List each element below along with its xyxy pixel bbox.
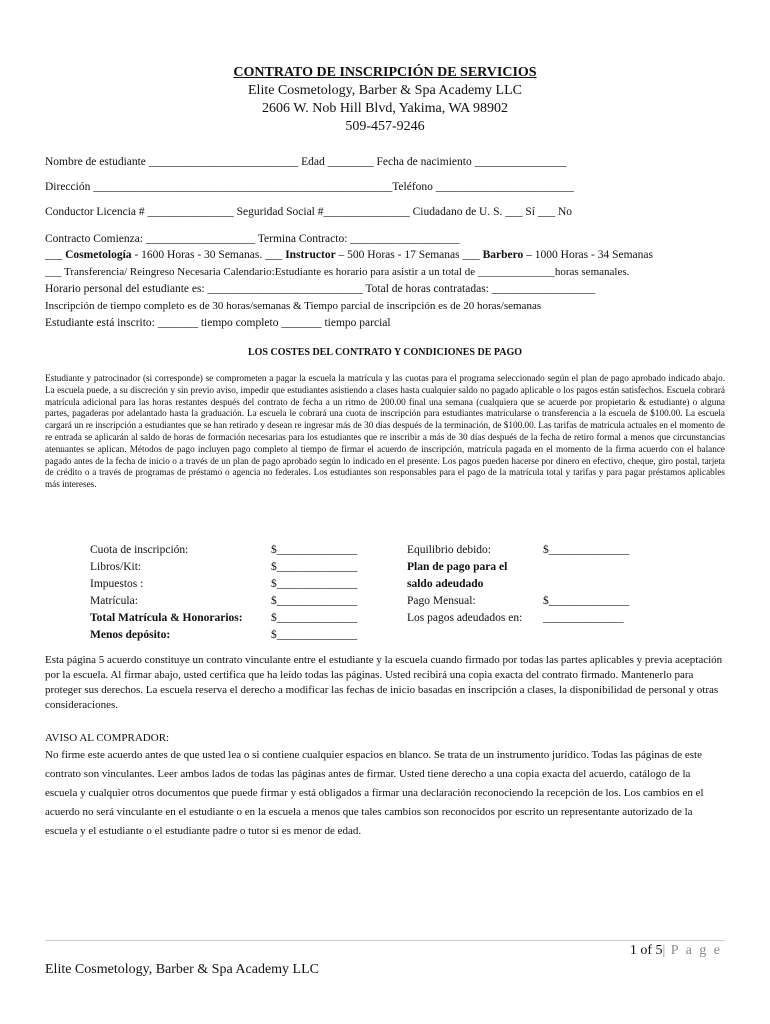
costs-title: LOS COSTES DEL CONTRATO Y CONDICIONES DE PAGO xyxy=(247,347,523,358)
enrollment-info-line: Inscripción de tiempo completo es de 30 horas/semanas & Tiempo parcial de inscripción es de 20 horas/semanas xyxy=(45,300,542,312)
owed-label: Los pagos adeudados en: xyxy=(407,612,523,624)
program-cosmo-label: Cosmetología xyxy=(65,249,132,261)
fee-blank[interactable]: $______________ xyxy=(271,561,358,573)
license-line[interactable]: Conductor Licencia # _______________ Seguridad Social #_______________ Ciudadano de U. S. ___ Sí ___ No xyxy=(45,206,573,218)
fee-blank[interactable]: $______________ xyxy=(271,629,358,641)
fee-label: Total Matrícula & Honorarios: xyxy=(90,612,243,624)
fee-label: Cuota de inscripción: xyxy=(90,544,189,556)
footer-divider xyxy=(45,940,725,941)
fee-label: Libros/Kit: xyxy=(90,561,142,573)
fee-labels xyxy=(90,542,243,644)
enrollment-status-line[interactable]: Estudiante está inscrito: _______ tiempo completo _______ tiempo parcial xyxy=(45,317,391,329)
page-separator: | xyxy=(662,943,668,958)
fee-blank[interactable]: $______________ xyxy=(271,612,358,624)
document-title: CONTRATO DE INSCRIPCIÓN DE SERVICIOS xyxy=(233,65,537,80)
program-line[interactable] xyxy=(45,249,653,261)
page-number xyxy=(630,943,722,959)
monthly-label: Pago Mensual: xyxy=(407,595,476,607)
payment-plan-blanks xyxy=(543,542,629,627)
student-name-line[interactable]: Nombre de estudiante __________________________ Edad ________ Fecha de nacimiento ________________ xyxy=(45,156,567,168)
costs-paragraph: Estudiante y patrocinador (si corresponde) se comprometen a pagar la escuela la matrícula y las cuotas para el programa seleccionado según el plan de pago aprobado indicado abajo. La escuela puede, a su discreción y sin previo aviso, impedir que estudiantes asistiendo a clases hasta cualquier saldo no pagado aplicable o los pagos están satisfechos. Escuela cobrará matrícula adicional para las horas restantes después del contrato de fecha a un ritmo de 200.00 final una semana (cualquiera que se acuerde por propietario & estudiante) o alguna partes, pagaderas por adelantado hasta la graduación. La escuela le cobrará una cuota de inscripción para estudiantes matricularse o transferencia a la escuela de $100.00. La escuela cargará un re inscripción a estudiantes que se han retirado y desean re ingresar más de 30 días después de la terminación, de $100.00. Las tarifas de matrícula actuales en el momento de re entrada se aplicarán al saldo de horas de formación necesarias para los estudiantes que re inscribir a más de 30 días después de la fecha de retiro formal a menos que circunstancias atenuantes se aplican. Métodos de pago incluyen pago completo al tiempo de firmar el acuerdo de inscripción, matrícula pagada en el momento de la firma acuerdo con el balance pagado antes de la fecha de inicio o a través de un plan de pago aprobado según lo indicado en el presente. Los pagos pueden hacerse por dinero en efectivo, cheque, giro postal, tarjeta de crédito o a través de programas de préstamo o agencia no federales. Los estudiantes son responsables para el pago de la matrícula total y tarifas y para pagar préstamos aplicables más intereses. xyxy=(45,373,725,490)
program-cosmo-rest: - 1600 Horas - 30 Semanas. ___ xyxy=(131,249,286,261)
fee-label: Impuestos : xyxy=(90,578,144,590)
page-count: 1 of 5 xyxy=(629,943,663,958)
school-address: 2606 W. Nob Hill Blvd, Yakima, WA 98902 xyxy=(262,101,508,116)
fee-blanks xyxy=(271,542,357,644)
owed-blank[interactable]: ______________ xyxy=(543,612,624,624)
fee-label: Matrícula: xyxy=(90,595,138,607)
footer-school-name: Elite Cosmetology, Barber & Spa Academy LLC xyxy=(45,962,319,977)
fee-blank[interactable]: $______________ xyxy=(271,544,358,556)
balance-label: Equilibrio debido: xyxy=(407,544,492,556)
page-label: P a g e xyxy=(670,943,722,958)
notice-text: No firme este acuerdo antes de que usted lea o si contiene cualquier espacios en blanco. Se trata de un instrumento jurídico. Todas las páginas de este contrato son vinculantes. Leer ambos lados de todas las páginas antes de firmar. Usted tiene derecho a una copia exacta del acuerdo, catálogo de la escuela y cualquier otros documentos que puede firmar y está obligados a firmar una declaración reconociendo la recepción de los. Los cambios en el acuerdo no será vinculante en el estudiante o en la escuela a menos que tales cambios son reconocidos por escrito un representante autorizado de la escuela y el estudiante o el estudiante padre o tutor si es menor de edad. xyxy=(45,749,704,837)
program-barb-rest: – 1000 Horas - 34 Semanas xyxy=(523,249,653,261)
fee-blank[interactable]: $______________ xyxy=(271,578,358,590)
agreement-paragraph: Esta página 5 acuerdo constituye un contrato vinculante entre el estudiante y la escuela cuando firmado por todas las partes aplicables y previa aceptación por la escuela. Al firmar abajo, usted certifica que ha leído todas las páginas. Usted recibirá una copia exacta del contrato firmado. Mantenerlo para proteger sus derechos. La escuela reserva el derecho a modificar las fechas de inicio basadas en inscripción a clases, la disponibilidad de personal y otras consideraciones. xyxy=(45,654,723,711)
document-header xyxy=(0,64,770,136)
program-instr-rest: – 500 Horas - 17 Semanas ___ xyxy=(335,249,483,261)
payment-plan-labels xyxy=(407,542,522,627)
fee-blank[interactable]: $______________ xyxy=(271,595,358,607)
school-name: Elite Cosmetology, Barber & Spa Academy LLC xyxy=(248,83,522,98)
program-barb-label: Barbero xyxy=(482,249,524,261)
schedule-line[interactable]: Horario personal del estudiante es: ___________________________ Total de horas contratadas: __________________ xyxy=(45,283,596,295)
school-phone: 509-457-9246 xyxy=(345,119,425,134)
fee-label: Menos depósito: xyxy=(90,629,171,641)
monthly-blank[interactable]: $______________ xyxy=(543,595,630,607)
plan-label: saldo adeudado xyxy=(407,578,484,590)
notice-title: AVISO AL COMPRADOR: xyxy=(45,732,170,744)
plan-label: Plan de pago para el xyxy=(407,561,508,573)
program-instr-label: Instructor xyxy=(285,249,336,261)
balance-blank[interactable]: $______________ xyxy=(543,544,630,556)
address-line[interactable]: Dirección ____________________________________________________Teléfono ________________________ xyxy=(45,181,574,193)
transfer-line[interactable]: ___ Transferencia/ Reingreso Necesaria Calendario:Estudiante es horario para asistir a un total de ______________horas semanales. xyxy=(45,266,630,278)
contract-dates-line[interactable]: Contracto Comienza: ___________________ Termina Contracto: ___________________ xyxy=(45,233,460,245)
program-cosmo-prefix: ___ xyxy=(45,249,66,261)
